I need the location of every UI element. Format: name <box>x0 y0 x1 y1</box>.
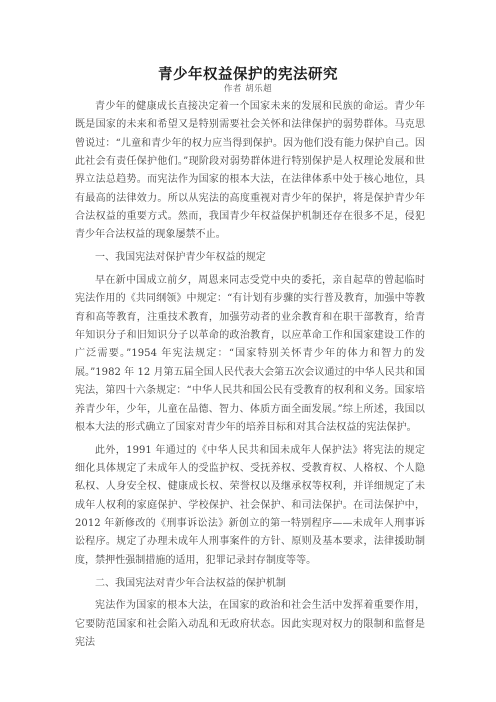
document-body <box>75 98 425 657</box>
section-2-paragraph-1: 宪法作为国家的根本大法，在国家的政治和社会生活中发挥着重要作用，它要防范国家和社会陷入动乱和无政府状态。因此实现对权力的限制和监督是宪法 <box>75 600 425 649</box>
intro-paragraph: 青少年的健康成长直接决定着一个国家未来的发展和民族的命运。青少年既是国家的未来和希望又是特别需要社会关怀和法律保护的弱势群体。马克思曾说过：“儿童和青少年的权力应当得到保护。因为他们没有能力保护自己。因此社会有责任保护他们。”现阶段对弱势群体进行特别保护是人权理论发展和世界立法总趋势。而宪法作为国家的根本大法，在法律体系中处于核心地位，具有最高的法律效力。所以从宪法的高度重视对青少年的保护，将是保护青少年合法权益的重要方式。然而，我国青少年权益保护机制还存在很多不足，侵犯青少年合法权益的现象屡禁不止。 <box>75 101 425 241</box>
section-1-paragraph-2: 此外，1991 年通过的《中华人民共和国未成年人保护法》将宪法的规定细化具体规定了未成年人的受监护权、受抚养权、受教育权、人格权、个人隐私权、人身安全权、健康成长权、荣誉权以及继承权等权利，并详细规定了未成年人权利的家庭保护、学校保护、社会保护、和司法保护。在司法保护中，2012 年新修改的《刑事诉讼法》新创立的第一特别程序——未成年人刑事诉讼程序。规定了办理未成年人刑事案件的方针、原则及基本要求，法律援助制度，禁押性强制措施的适用，犯罪记录封存制度等等。 <box>75 444 425 566</box>
document-title: 青少年权益保护的宪法研究 <box>158 67 338 83</box>
document-author: 作者 胡乐超 <box>223 84 273 94</box>
section-1-paragraph-1: 早在新中国成立前夕，周恩来同志受党中央的委托，亲自起草的曾起临时宪法作用的《共同纲领》中规定：“有计划有步骤的实行普及教育，加强中等教育和高等教育，注重技术教育，加强劳动者的业余教育和在职干部教育，给青年知识分子和旧知识分子以革命的政治教育，以应革命工作和国家建设工作的广泛需要。”1954 年宪法规定：“国家特别关怀青少年的体力和智力的发展。”1982 年 12 月第五届全国人民代表大会第五次会议通过的中华人民共和国宪法，第四十六条规定：“中华人民共和国公民有受教育的权利和义务。国家培养青少年，少年，儿童在品德、智力、体质方面全面发展。”综上所述，我国以根本大法的形式确立了国家对青少年的培养目标和对其合法权益的宪法保护。 <box>75 275 425 433</box>
section-heading-2: 二、我国宪法对青少年合法权益的保护机制 <box>95 577 286 589</box>
section-heading-1: 一、我国宪法对保护青少年权益的规定 <box>95 252 266 264</box>
